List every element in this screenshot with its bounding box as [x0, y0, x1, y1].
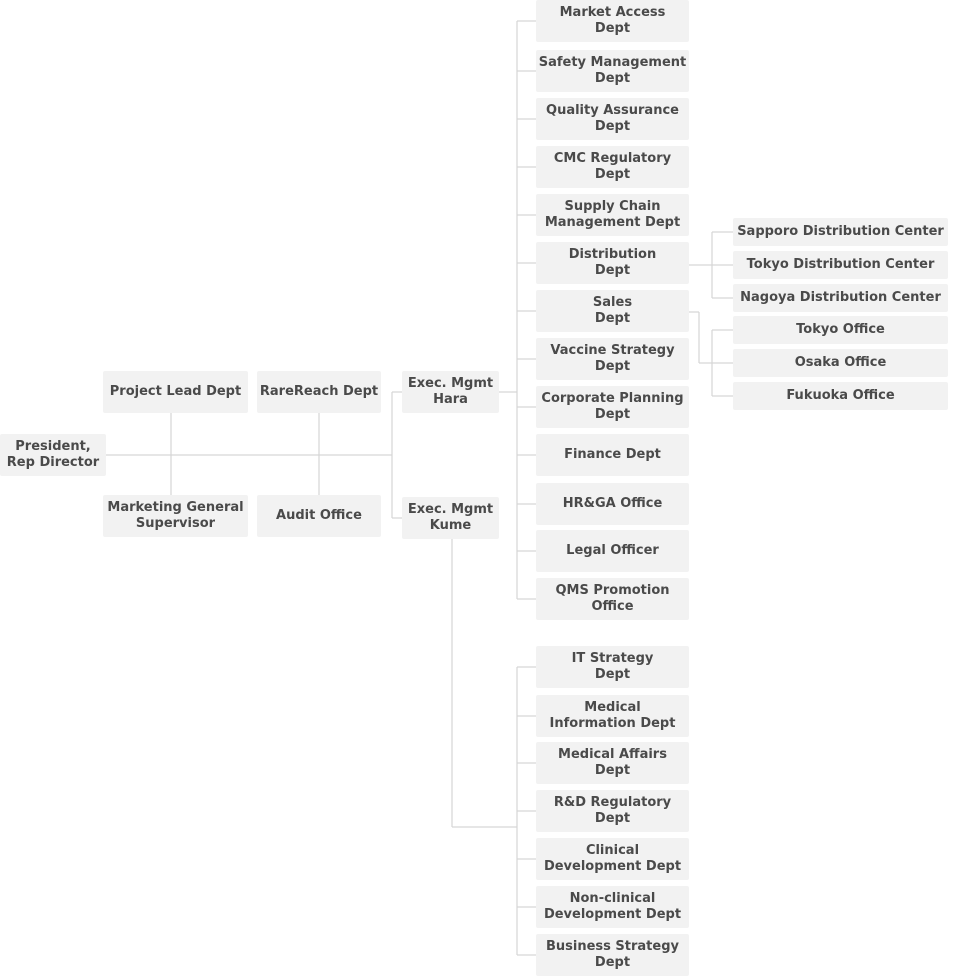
office-label: Tokyo Office [796, 322, 885, 337]
sapporo-distribution-center[interactable] [733, 218, 948, 246]
dept-label: Clinical Development Dept [543, 843, 682, 874]
dept-label: QMS Promotion Office [555, 583, 670, 614]
dept-sales[interactable] [536, 290, 689, 332]
dept-legal[interactable] [536, 530, 689, 572]
audit-office-label: Audit Office [276, 508, 362, 523]
office-label: Osaka Office [794, 355, 887, 370]
dept-label: Supply Chain Management Dept [544, 199, 681, 230]
dept-label: R&D Regulatory Dept [553, 795, 672, 826]
office-label: Fukuoka Office [786, 388, 895, 403]
rarereach-box[interactable] [257, 371, 381, 413]
dept-finance[interactable] [536, 434, 689, 476]
project-lead-label: Project Lead Dept [109, 384, 242, 399]
dept-clinical-development[interactable] [536, 838, 689, 880]
dept-market-access[interactable] [536, 0, 689, 42]
dept-supply-chain[interactable] [536, 194, 689, 236]
president-label: President, Rep Director [6, 439, 100, 470]
dept-corporate-planning[interactable] [536, 386, 689, 428]
marketing-supervisor-label: Marketing General Supervisor [107, 500, 244, 531]
dept-quality-assurance[interactable] [536, 98, 689, 140]
dept-label: Sales Dept [592, 295, 633, 326]
dept-label: Medical Affairs Dept [558, 747, 667, 778]
exec-kume-box[interactable] [402, 497, 499, 539]
dept-label: Market Access Dept [559, 5, 666, 36]
dept-distribution[interactable] [536, 242, 689, 284]
tokyo-distribution-center[interactable] [733, 251, 948, 279]
dept-label: Finance Dept [564, 447, 661, 462]
audit-office-box[interactable] [257, 495, 381, 537]
dept-label: Safety Management Dept [538, 55, 687, 86]
dept-label: Corporate Planning Dept [541, 391, 684, 422]
marketing-supervisor-box[interactable] [103, 495, 248, 537]
dept-label: Non-clinical Development Dept [543, 891, 682, 922]
nagoya-distribution-center[interactable] [733, 284, 948, 312]
dept-label: Business Strategy Dept [545, 939, 679, 970]
center-label: Sapporo Distribution Center [737, 224, 944, 239]
dept-vaccine-strategy[interactable] [536, 338, 689, 380]
dept-label: Medical Information Dept [549, 700, 676, 731]
center-label: Nagoya Distribution Center [740, 290, 941, 305]
dept-qms-promotion[interactable] [536, 578, 689, 620]
president-box[interactable] [0, 434, 106, 476]
rarereach-label: RareReach Dept [259, 384, 379, 399]
project-lead-box[interactable] [103, 371, 248, 413]
dept-label: Legal Officer [566, 543, 659, 558]
dept-medical-information[interactable] [536, 695, 689, 737]
dept-it-strategy[interactable] [536, 646, 689, 688]
fukuoka-office[interactable] [733, 382, 948, 410]
dept-label: CMC Regulatory Dept [553, 151, 672, 182]
tokyo-office[interactable] [733, 316, 948, 344]
dept-medical-affairs[interactable] [536, 742, 689, 784]
exec-hara-label: Exec. Mgmt Hara [407, 376, 494, 407]
osaka-office[interactable] [733, 349, 948, 377]
dept-label: HR&GA Office [562, 496, 663, 511]
dept-label: Quality Assurance Dept [546, 103, 679, 134]
dept-hrga[interactable] [536, 483, 689, 525]
dept-business-strategy[interactable] [536, 934, 689, 976]
center-label: Tokyo Distribution Center [746, 257, 935, 272]
dept-cmc-regulatory[interactable] [536, 146, 689, 188]
dept-label: Vaccine Strategy Dept [550, 343, 675, 374]
dept-label: IT Strategy Dept [571, 651, 654, 682]
dept-label: Distribution Dept [568, 247, 657, 278]
exec-kume-label: Exec. Mgmt Kume [407, 502, 494, 533]
dept-rd-regulatory[interactable] [536, 790, 689, 832]
dept-safety-management[interactable] [536, 50, 689, 92]
exec-hara-box[interactable] [402, 371, 499, 413]
dept-nonclinical-development[interactable] [536, 886, 689, 928]
